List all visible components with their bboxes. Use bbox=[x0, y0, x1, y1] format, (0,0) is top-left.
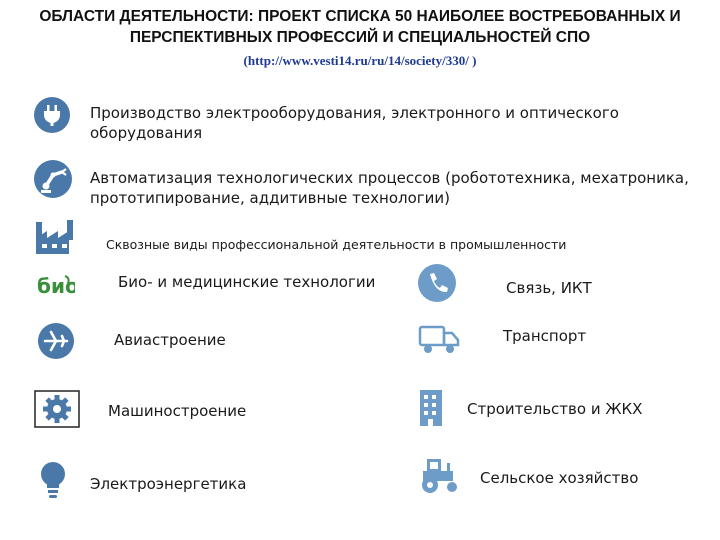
factory-icon bbox=[33, 218, 77, 260]
lightbulb-icon bbox=[38, 460, 68, 504]
aviation-label: Авиастроение bbox=[114, 331, 226, 349]
source-link[interactable]: (http://www.vesti14.ru/ru/14/society/330/ ) bbox=[243, 53, 477, 68]
main-item-electro: Производство электрооборудования, электронного и оптического оборудования bbox=[90, 104, 619, 142]
airplane-icon bbox=[37, 322, 75, 364]
bio-logo bbox=[35, 268, 75, 304]
truck-icon bbox=[418, 321, 460, 361]
agriculture-label: Сельское хозяйство bbox=[480, 469, 639, 487]
page-title bbox=[0, 6, 720, 48]
power-engineering-label: Электроэнергетика bbox=[90, 475, 247, 493]
transport-label: Транспорт bbox=[503, 327, 587, 345]
communications-label: Связь, ИКТ bbox=[506, 279, 592, 297]
building-icon bbox=[418, 388, 446, 432]
plug-icon bbox=[33, 96, 71, 138]
bio-medical-label: Био- и медицинские технологии bbox=[118, 273, 376, 291]
phone-icon bbox=[417, 263, 457, 307]
gear-icon bbox=[34, 390, 80, 432]
svg-text:био: био bbox=[37, 274, 75, 298]
robot-arm-icon bbox=[33, 159, 73, 203]
machine-building-label: Машиностроение bbox=[108, 402, 247, 420]
title-line-2: ПЕРСПЕКТИВНЫХ ПРОФЕССИЙ И СПЕЦИАЛЬНОСТЕЙ СПО bbox=[129, 29, 591, 46]
main-item-automation: Автоматизация технологических процессов (робототехника, мехатроника, прототипирование, аддитивные технологии) bbox=[90, 169, 689, 207]
title-line-1: ОБЛАСТИ ДЕЯТЕЛЬНОСТИ: ПРОЕКТ СПИСКА 50 НАИБОЛЕЕ ВОСТРЕБОВАННЫХ И bbox=[39, 8, 681, 25]
cross-cutting-label: Сквозные виды профессиональной деятельности в промышленности bbox=[106, 237, 567, 252]
construction-label: Строительство и ЖКХ bbox=[467, 400, 643, 418]
tractor-icon bbox=[417, 455, 463, 499]
